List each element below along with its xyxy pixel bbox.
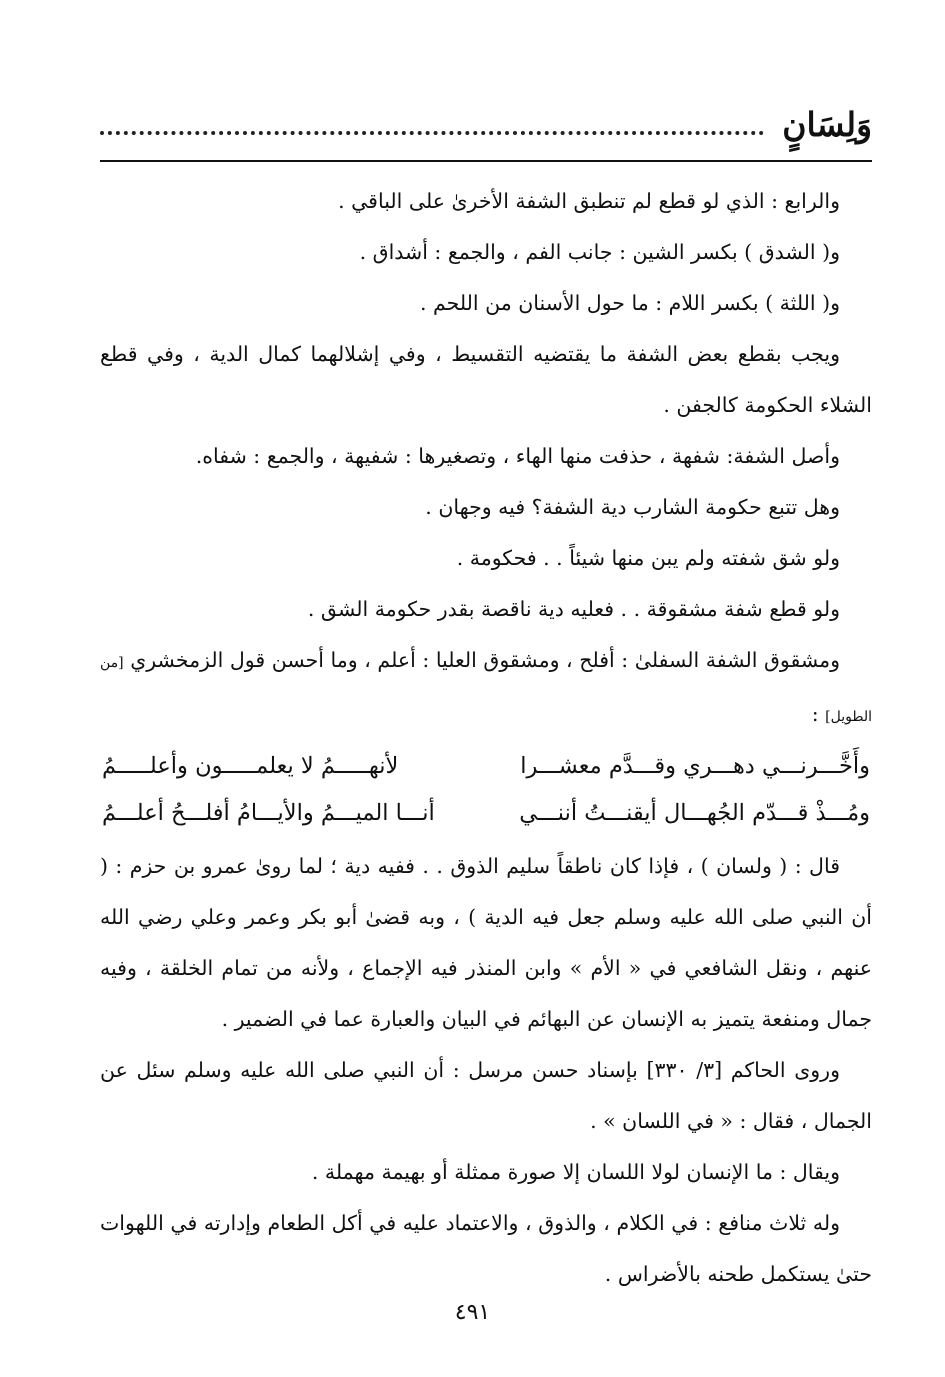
page-body [100,176,872,1300]
second-hemistich: أنـــا الميـــمُ والأيـــامُ أفلـــحُ أعلـــمُ [102,800,435,826]
paragraph-text: ومشقوق الشفة السفلىٰ : أفلح ، ومشقوق العليا : أعلم ، وما أحسن قول الزمخشري [130,648,840,672]
paragraph: وروى الحاكم [٣/ ٣٣٠] بإسناد حسن مرسل : أن النبي صلى الله عليه وسلم سئل عن الجمال ، فقال : « في اللسان » . [100,1058,872,1133]
first-hemistich: ومُـــذْ قـــدّم الجُهـــال أيقنـــتُ أننـــي [519,800,870,826]
header-dot-leader [100,131,764,135]
poem-verse [100,743,872,790]
paragraph: وأصل الشفة: شفهة ، حذفت منها الهاء ، وتصغيرها : شفيهة ، والجمع : شفاه. [195,444,840,468]
zamakhshari-paragraph [100,635,872,743]
header-rule [100,160,872,162]
paragraph: وهل تتبع حكومة الشارب دية الشفة؟ فيه وجهان . [425,495,840,519]
paragraph-colon: : [811,702,826,726]
meter-tag: [من الطويل] [100,655,872,725]
paragraph: ويقال : ما الإنسان لولا اللسان إلا صورة ممثلة أو بهيمة مهملة . [311,1160,840,1184]
poem-verse [100,790,872,837]
running-header [100,95,872,145]
first-hemistich: وأَخَّـــرنـــي دهـــري وقـــدَّم معشـــرا [520,753,870,779]
paragraph: ويجب بقطع بعض الشفة ما يقتضيه التقسيط ، وفي إشلالهما كمال الدية ، وفي قطع الشلاء الحكومة كالجفن . [100,342,872,417]
paragraph: ولو شق شفته ولم يبن منها شيئاً . . فحكومة . [456,546,840,570]
paragraph: قال : ( ولسان ) ، فإذا كان ناطقاً سليم الذوق . . ففيه دية ؛ لما روىٰ عمرو بن حزم : ( أن النبي صلى الله عليه وسلم جعل فيه الدية ) ، وبه قضىٰ أبو بكر وعمر وعلي رضي الله عنهم ، ونقل الشافعي في « الأم » وابن المنذر فيه الإجماع ، ولأنه من تمام الخلقة ، وفيه جمال ومنفعة يتميز به الإنسان عن البهائم في البيان والعبارة عما في الضمير . [100,854,872,1031]
paragraph: و( اللثة ) بكسر اللام : ما حول الأسنان من اللحم . [419,291,840,315]
second-hemistich: لأنهـــــمُ لا يعلمـــــون وأعلـــــمُ [102,753,399,779]
header-title: وَلِسَانٍ [782,105,872,144]
paragraph: والرابع : الذي لو قطع لم تنطبق الشفة الأخرىٰ على الباقي . [338,189,840,213]
paragraph: وله ثلاث منافع : في الكلام ، والذوق ، والاعتماد عليه في أكل الطعام وإدارته في اللهوات حتىٰ يستكمل طحنه بالأضراس . [100,1211,872,1286]
paragraph: ولو قطع شفة مشقوقة . . فعليه دية ناقصة بقدر حكومة الشق . [307,597,840,621]
paragraph: و( الشدق ) بكسر الشين : جانب الفم ، والجمع : أشداق . [359,240,840,264]
page-number: ٤٩١ [454,1300,491,1325]
